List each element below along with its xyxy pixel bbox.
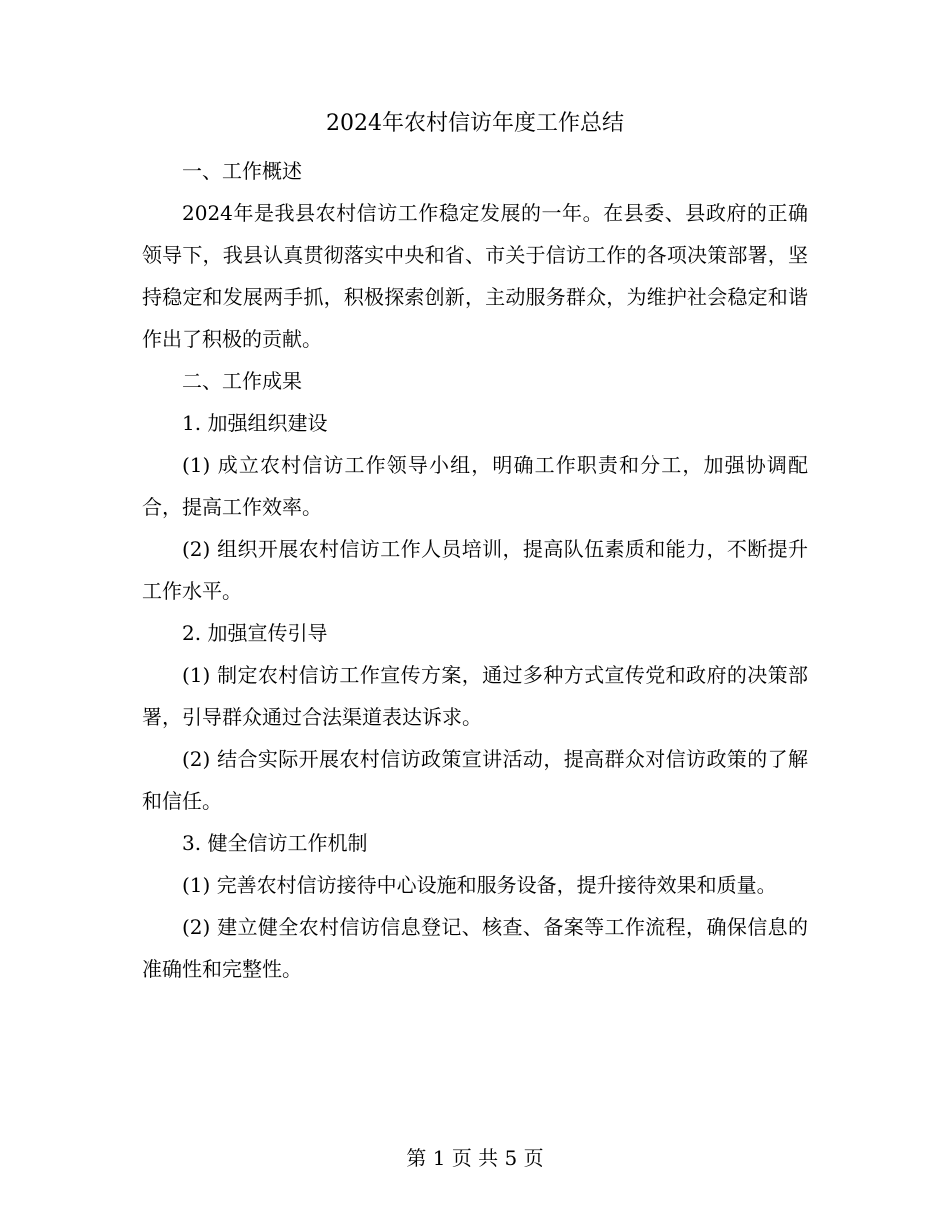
- document-body: [142, 150, 808, 990]
- subheading-publicity: 2. 加强宣传引导: [182, 621, 328, 645]
- list-item-mechanism-1: (1) 完善农村信访接待中心设施和服务设备，提升接待效果和质量。: [182, 873, 777, 897]
- list-item-publicity-2: (2) 结合实际开展农村信访政策宣讲活动，提高群众对信访政策的了解和信任。: [142, 747, 808, 813]
- subheading-mechanism: 3. 健全信访工作机制: [182, 831, 368, 855]
- document-title: 2024年农村信访年度工作总结: [326, 111, 624, 136]
- list-item-publicity-1: (1) 制定农村信访工作宣传方案，通过多种方式宣传党和政府的决策部署，引导群众通过合法渠道表达诉求。: [142, 663, 808, 729]
- page-number-footer: 第 1 页 共 5 页: [406, 1146, 544, 1170]
- body-paragraph-overview: 2024年是我县农村信访工作稳定发展的一年。在县委、县政府的正确领导下，我县认真贯彻落实中央和省、市关于信访工作的各项决策部署，坚持稳定和发展两手抓，积极探索创新，主动服务群众，为维护社会稳定和谐作出了积极的贡献。: [142, 201, 808, 351]
- section-heading-results: 二、工作成果: [182, 369, 302, 393]
- subheading-organization: 1. 加强组织建设: [182, 411, 328, 435]
- list-item-organization-1: (1) 成立农村信访工作领导小组，明确工作职责和分工，加强协调配合，提高工作效率。: [142, 453, 808, 519]
- list-item-organization-2: (2) 组织开展农村信访工作人员培训，提高队伍素质和能力，不断提升工作水平。: [142, 537, 808, 603]
- list-item-mechanism-2: (2) 建立健全农村信访信息登记、核查、备案等工作流程，确保信息的准确性和完整性。: [142, 915, 808, 981]
- section-heading-overview: 一、工作概述: [182, 159, 302, 183]
